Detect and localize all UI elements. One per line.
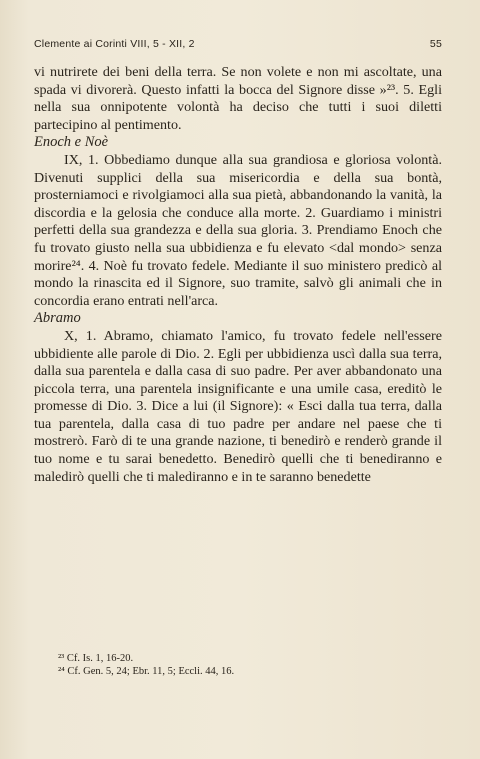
footnotes bbox=[58, 652, 440, 678]
footnote-24: ²⁴ Cf. Gen. 5, 24; Ebr. 11, 5; Eccli. 44, 16. bbox=[58, 666, 235, 677]
section-heading-enoch-noe: Enoch e Noè bbox=[34, 134, 109, 151]
running-head bbox=[34, 38, 442, 50]
paragraph-continuation: vi nutrirete dei beni della terra. Se non volete e non mi ascoltate, una spada vi divorerà. Questo infatti la bocca del Signore disse »²³. 5. Egli nella sua onnipotente volontà ha deciso che tutti i suoi diletti partecipino al pentimento. bbox=[34, 64, 442, 133]
page-number: 55 bbox=[429, 38, 442, 50]
paragraph-chapter-ix: IX, 1. Obbediamo dunque alla sua grandiosa e gloriosa volontà. Divenuti supplici della sua misericordia e della sua bontà, prosterniamoci e rivolgiamoci alla sua pietà, abbandonando la vanità, la discordia e la gelosia che conduce alla morte. 2. Guardiamo i ministri perfetti della sua grandezza e della sua gloria. 3. Prendiamo Enoch che fu trovato giusto nella sua ubbidienza e fu elevato <dal mondo> senza morire²⁴. 4. Noè fu trovato fedele. Mediante il suo ministero predicò al mondo la rinascita ed il Signore, suo tramite, salvò gli animali che in concordia erano entrati nell'arca. bbox=[34, 151, 442, 309]
body-text bbox=[34, 64, 442, 486]
paragraph-chapter-x: X, 1. Abramo, chiamato l'amico, fu trovato fedele nell'essere ubbidiente alle parole di Dio. 2. Egli per ubbidienza uscì dalla sua terra, dalla sua parentela e dalla casa di suo padre. Per aver abbandonato una piccola terra, una parentela insignificante e una umile casa, ereditò le promesse di Dio. 3. Dice a lui (il Signore): « Esci dalla tua terra, dalla tua parentela, dalla casa di tuo padre per andare nel paese che ti mostrerò. Farò di te una grande nazione, ti benedirò e renderò grande il tuo nome e tu sarai benedetto. Benedirò quelli che ti benediranno e maledirò quelli che ti malediranno e in te saranno benedette bbox=[34, 327, 442, 485]
footnote-23: ²³ Cf. Is. 1, 16-20. bbox=[58, 653, 134, 664]
section-heading-abramo: Abramo bbox=[34, 310, 81, 327]
running-title: Clemente ai Corinti VIII, 5 - XII, 2 bbox=[34, 38, 195, 50]
